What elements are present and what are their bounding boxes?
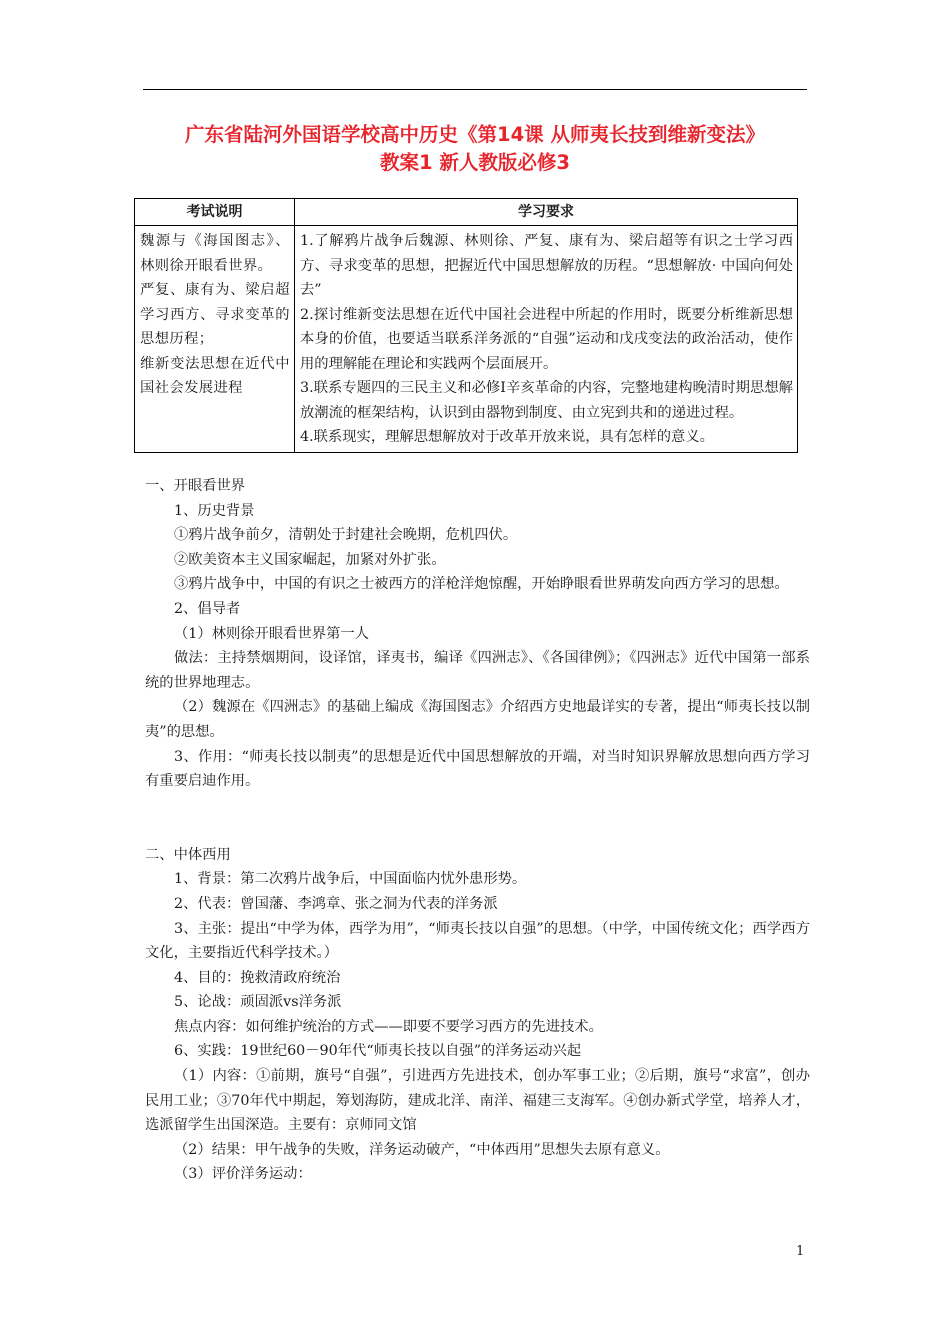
subsection-heading: 1、历史背景 — [174, 502, 255, 519]
paragraph: （1）内容：①前期，旗号“自强”，引进西方先进技术，创办军事工业；②后期，旗号“求富”，创办民用工业；③70年代中期起，筹划海防，建成北洋、南洋、福建三支海军。④创办新式学堂，培养人才，选派留学生出国深造。主要有：京师同文馆 — [145, 1068, 810, 1134]
learning-requirements-cell — [295, 226, 798, 453]
paragraph: 6、实践：19世纪60－90年代“师夷长技以自强”的洋务运动兴起 — [174, 1043, 582, 1060]
exam-note-item: 严复、康有为、梁启超学习西方、寻求变革的思想历程； — [140, 282, 290, 347]
header-rule — [143, 89, 807, 90]
paragraph: （2）魏源在《四洲志》的基础上编成《海国图志》介绍西方史地最详实的专著，提出“师夷长技以制夷”的思想。 — [145, 699, 810, 740]
paragraph: 3、作用：“师夷长技以制夷”的思想是近代中国思想解放的开端，对当时知识界解放思想向西方学习有重要启迪作用。 — [145, 748, 810, 790]
exam-note-item: 维新变法思想在近代中国社会发展进程 — [140, 355, 290, 396]
paragraph: 3、主张：提出“中学为体，西学为用”，“师夷长技以自强”的思想。（中学，中国传统文化；西学西方文化，主要指近代科学技术。） — [145, 920, 810, 962]
requirements-table — [134, 198, 798, 453]
table-header-row — [135, 199, 798, 226]
paragraph: 5、论战：顽固派vs洋务派 — [174, 994, 342, 1011]
header-exam-notes: 考试说明 — [135, 199, 295, 226]
exam-notes-cell — [135, 226, 295, 453]
exam-note-item: 魏源与《海国图志》、林则徐开眼看世界。 — [140, 233, 290, 274]
paragraph: （3）评价洋务运动： — [174, 1166, 312, 1183]
requirement-item: 4.联系现实，理解思想解放对于改革开放来说，具有怎样的意义。 — [300, 429, 714, 445]
paragraph: 做法：主持禁烟期间，设译馆，译夷书，编译《四洲志》、《各国律例》；《四洲志》近代中国第一部系统的世界地理志。 — [145, 650, 810, 691]
section-heading: 一、开眼看世界 — [145, 478, 246, 494]
table-row — [135, 226, 798, 453]
section-spacer — [145, 794, 810, 843]
paragraph: （1）林则徐开眼看世界第一人 — [174, 625, 369, 642]
paragraph: ③鸦片战争中，中国的有识之士被西方的洋枪洋炮惊醒，开始睁眼看世界萌发向西方学习的思想。 — [174, 576, 789, 593]
header-learning-requirements: 学习要求 — [295, 199, 798, 226]
paragraph: 1、背景：第二次鸦片战争后，中国面临内忧外患形势。 — [174, 871, 527, 888]
paragraph: 2、代表：曾国藩、李鸿章、张之洞为代表的洋务派 — [174, 895, 498, 912]
requirement-item: 1.了解鸦片战争后魏源、林则徐、严复、康有为、梁启超等有识之士学习西方、寻求变革的思想，把握近代中国思想解放的历程。“思想解放· 中国向何处去” — [300, 233, 793, 298]
document-title-line2: 教案1 新人教版必修3 — [380, 151, 570, 174]
paragraph: （2）结果：甲午战争的失败，洋务运动破产，“中体西用”思想失去原有意义。 — [174, 1141, 670, 1158]
subsection-heading: 2、倡导者 — [174, 600, 241, 617]
page-number: 1 — [796, 1244, 805, 1259]
document-body — [145, 474, 810, 1187]
paragraph: ②欧美资本主义国家崛起，加紧对外扩张。 — [174, 551, 446, 568]
section-heading: 二、中体西用 — [145, 846, 231, 863]
paragraph: ①鸦片战争前夕，清朝处于封建社会晚期，危机四伏。 — [174, 527, 518, 544]
requirement-item: 3.联系专题四的三民主义和必修Ⅰ辛亥革命的内容，完整地建构晚清时期思想解放潮流的框架结构，认识到由器物到制度、由立宪到共和的递进过程。 — [300, 380, 793, 421]
requirement-item: 2.探讨维新变法思想在近代中国社会进程中所起的作用时，既要分析维新思想本身的价值，也要适当联系洋务派的“自强”运动和戊戌变法的政治活动，使作用的理解能在理论和实践两个层面展开。 — [300, 306, 793, 372]
document-title-line1: 广东省陆河外国语学校高中历史《第14课 从师夷长技到维新变法》 — [185, 123, 765, 146]
paragraph: 4、目的：挽救清政府统治 — [174, 969, 341, 986]
paragraph: 焦点内容：如何维护统治的方式——即要不要学习西方的先进技术。 — [174, 1018, 603, 1035]
